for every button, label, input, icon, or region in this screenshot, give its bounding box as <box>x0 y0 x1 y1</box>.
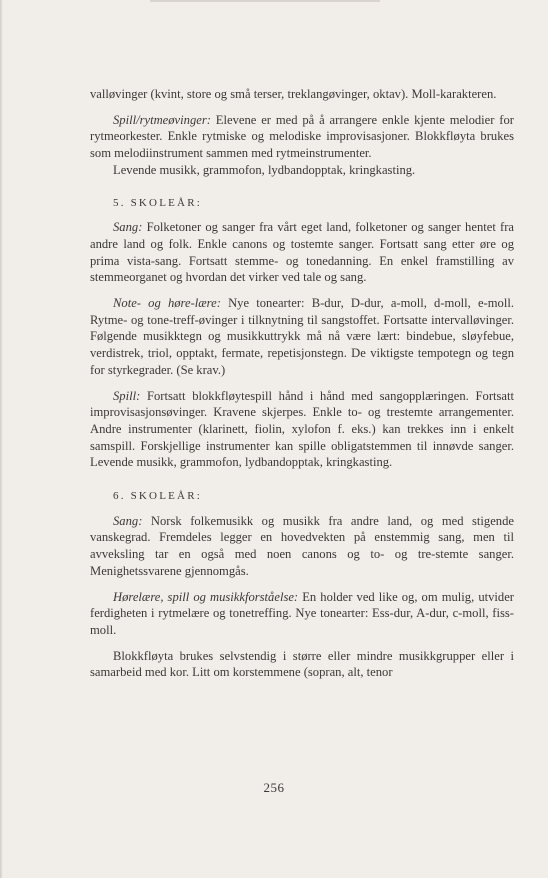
paragraph-note-horelaere <box>90 295 514 379</box>
paragraph-spill-5 <box>90 388 514 472</box>
page-edge-shadow <box>0 0 3 878</box>
paragraph-body: Norsk folkemusikk og musikk fra andre land, og med stigende vanskegrad. Fremdeles legger en hovedvekten på enstemmig sang, men til avveksling tar en også med noen canons og to- og tre-stemte sanger. Menighetssvarene gjennomgås. <box>90 513 514 578</box>
section-heading-6: 6. SKOLEÅR: <box>113 490 202 503</box>
paragraph-lead: Sang: <box>113 513 143 528</box>
paragraph-sang-6 <box>90 513 514 580</box>
paragraph-body: Fortsatt blokkfløytespill hånd i hånd med sangopplæringen. Fortsatt improvisasjonsøvinger. Kravene skjerpes. Enkle to- og trestemte arrangementer. Andre instrumenter (klarinett, fiolin, xylofon f. eks.) kan trekkes inn i enkelt samspill. Forskjellige instrumenter kan spille obligatstemmen til innøvde sanger. Levende musikk, grammofon, lydbandopptak, kringkasting. <box>90 388 514 470</box>
paragraph-lead: Spill/rytmeøvinger: <box>113 112 211 127</box>
paragraph-body: Nye tonearter: B-dur, D-dur, a-moll, d-moll, e-moll. Rytme- og tone-treff-øvinger i tilknytning til sangstoffet. Fortsatte intervalløvinger. Følgende musikktegn og musikkuttrykk må nå være lært: bindebue, sløyfebue, verdistrek, triol, opptakt, fermate, repetisjonstegn. De viktigste tempotegn og tegn for styrkegrader. (Se krav.) <box>90 296 514 377</box>
paragraph-sang-5 <box>90 219 514 286</box>
page-number: 256 <box>263 780 285 795</box>
body-text <box>90 86 514 681</box>
page-edge-top <box>150 0 380 2</box>
paragraph-spill-rytmeovinger <box>90 112 514 162</box>
paragraph-horelaere-spill <box>90 589 514 639</box>
paragraph-intervals: valløvinger (kvint, store og små terser, treklangøvinger, oktav). Moll-karakteren. <box>90 87 497 101</box>
paragraph-blokkfloyta: Blokkfløyta brukes selvstendig i større eller mindre musikkgrupper eller i samarbeid med kor. Litt om korstemmene (sopran, alt, tenor <box>90 648 514 680</box>
paragraph-levende-musikk: Levende musikk, grammofon, lydbandopptak, kringkasting. <box>113 162 416 177</box>
paragraph-lead: Note- og høre-lære: <box>113 296 221 311</box>
paragraph-body: Elevene er med på å arrangere enkle kjente melodier for rytmeorkester. Enkle rytmiske og melodiske improvisasjoner. Blokkfløyta brukes som melodiinstrument sammen med rytmeinstrumenter. <box>90 112 514 161</box>
paragraph-lead: Spill: <box>113 388 141 403</box>
section-heading-5: 5. SKOLEÅR: <box>113 196 202 209</box>
paragraph-lead: Hørelære, spill og musikkforståelse: <box>113 589 299 604</box>
paragraph-lead: Sang: <box>113 220 143 235</box>
paragraph-body: Folketoner og sanger fra vårt eget land, folketoner og sanger hentet fra andre land og folk. Enkle canons og tostemte sanger. Fortsatt sang etter øre og prima vista-sang. Fortsatt stemme- og tonedanning. En enkel framstilling av stemmeorganet og hvordan det virker ved tale og sang. <box>90 220 514 285</box>
paragraph-body: En holder ved like og, om mulig, utvider ferdigheten i rytmelære og tonetreffing. Nye tonearter: Ess-dur, A-dur, c-moll, fiss-moll. <box>90 589 514 637</box>
